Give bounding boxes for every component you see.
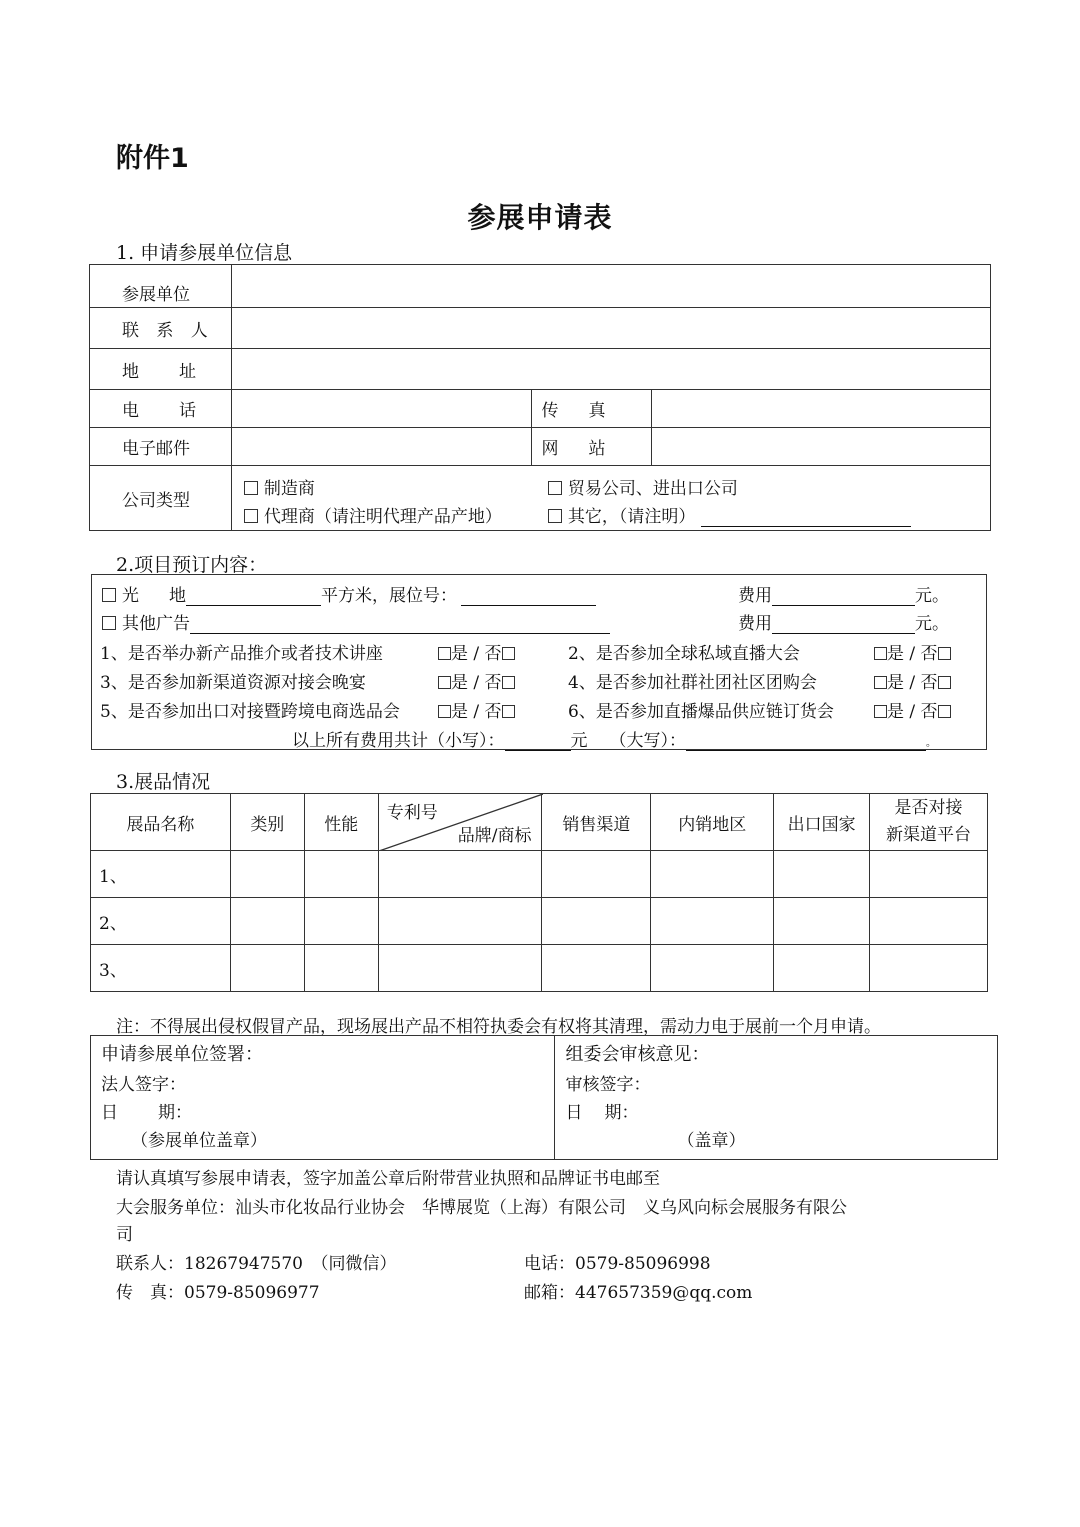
email-field[interactable] (231, 428, 531, 466)
label-email: 电子邮件 (90, 428, 232, 466)
cell[interactable] (378, 851, 542, 898)
checkbox-icon[interactable] (244, 509, 258, 523)
cell[interactable] (651, 898, 774, 945)
other-ad-field[interactable] (190, 616, 610, 634)
committee-seal-label: （盖章） (677, 1131, 746, 1151)
total-uppercase-field[interactable] (686, 733, 926, 751)
review-signature-label: 审核签字： (565, 1075, 651, 1095)
total-lowercase-field[interactable] (505, 733, 571, 751)
checkbox-icon[interactable] (244, 481, 258, 495)
cell[interactable] (870, 851, 988, 898)
attachment-label: 附件1 (116, 143, 189, 174)
committee-date-label: 日 期： (565, 1103, 639, 1123)
col-platform: 是否对接 新渠道平台 (870, 794, 988, 851)
question-3: 3、是否参加新渠道资源对接会晚宴 (100, 673, 366, 693)
other-specify-field[interactable] (701, 509, 911, 527)
table-row (91, 898, 988, 945)
exhibitor-info-table (89, 264, 991, 531)
cell[interactable] (542, 898, 651, 945)
cell[interactable] (774, 851, 870, 898)
cell[interactable] (870, 945, 988, 992)
col-channel: 销售渠道 (542, 794, 651, 851)
col-domestic: 内销地区 (651, 794, 774, 851)
applicant-sign-title: 申请参展单位签署： (101, 1044, 263, 1065)
organizers-line-2: 司 (116, 1225, 133, 1245)
option-trading[interactable]: 贸易公司、进出口公司 (548, 474, 738, 499)
cell[interactable] (304, 945, 378, 992)
col-category: 类别 (230, 794, 304, 851)
label-phone: 电 话 (90, 390, 232, 428)
cell[interactable] (230, 945, 304, 992)
booth-fee-field[interactable] (772, 588, 915, 606)
question-5: 5、是否参加出口对接暨跨境电商选品会 (100, 702, 400, 722)
section2-heading: 2.项目预订内容： (116, 554, 268, 576)
table-row (91, 945, 988, 992)
checkbox-icon[interactable] (874, 647, 887, 660)
cell[interactable] (651, 851, 774, 898)
organizers-line-1: 大会服务单位：汕头市化妆品行业协会 华博展览（上海）有限公司 义乌风向标会展服务有限公 (116, 1198, 847, 1218)
booking-box (91, 574, 987, 750)
checkbox-icon[interactable] (502, 705, 515, 718)
other-ad-row: 其他广告 (102, 609, 610, 634)
col-patent-brand (378, 794, 542, 851)
question-1: 1、是否举办新产品推介或者技术讲座 (100, 644, 383, 664)
row-index[interactable]: 1、 (91, 851, 231, 898)
section1-heading: 1. 申请参展单位信息 (116, 242, 293, 264)
booth-number-field[interactable] (461, 588, 596, 606)
yes-no-4[interactable]: 是 / 否 (874, 668, 951, 693)
committee-review-cell[interactable] (555, 1036, 998, 1160)
checkbox-icon[interactable] (548, 481, 562, 495)
checkbox-icon[interactable] (938, 647, 951, 660)
label-address: 地 址 (90, 349, 232, 390)
yes-no-3[interactable]: 是 / 否 (438, 668, 515, 693)
booth-space-row: 光 地 平方米，展位号： (102, 581, 596, 606)
signature-table (90, 1035, 998, 1160)
exhibits-table (90, 793, 988, 992)
cell[interactable] (870, 898, 988, 945)
checkbox-icon[interactable] (548, 509, 562, 523)
applicant-seal-label: （参展单位盖章） (131, 1131, 267, 1151)
section3-heading: 3.展品情况 (116, 771, 211, 793)
submission-instruction: 请认真填写参展申请表，签字加盖公章后附带营业执照和品牌证书电邮至 (116, 1169, 660, 1189)
patent-label: 专利号 (386, 803, 438, 823)
checkbox-icon[interactable] (438, 705, 451, 718)
cell[interactable] (378, 945, 542, 992)
contact-phone: 电话：0579-85096998 (524, 1254, 711, 1274)
brand-label: 品牌/商标 (457, 826, 532, 846)
checkbox-icon[interactable] (102, 616, 116, 630)
checkbox-icon[interactable] (874, 676, 887, 689)
booth-fee: 费用 元。 (738, 586, 949, 606)
fax-field[interactable] (652, 390, 991, 428)
option-manufacturer[interactable]: 制造商 (244, 474, 315, 499)
phone-field[interactable] (231, 390, 531, 428)
contact-email[interactable]: 邮箱：447657359@qq.com (524, 1283, 753, 1303)
checkbox-icon[interactable] (938, 676, 951, 689)
note-text: 注：不得展出侵权假冒产品，现场展出产品不相符执委会有权将其清理，需动力电于展前一个月申请。 (116, 1017, 881, 1037)
row-index[interactable]: 3、 (91, 945, 231, 992)
exhibitor-field[interactable] (231, 265, 990, 308)
contact-fax: 传 真：0579-85096977 (116, 1283, 320, 1303)
contact-person: 联系人：18267947570 （同微信） (116, 1254, 397, 1274)
ad-fee-field[interactable] (772, 616, 915, 634)
label-website: 网 站 (531, 428, 652, 466)
checkbox-icon[interactable] (102, 588, 116, 602)
cell[interactable] (304, 851, 378, 898)
website-field[interactable] (652, 428, 991, 466)
area-field[interactable] (186, 588, 321, 606)
committee-review-title: 组委会审核意见： (565, 1044, 710, 1065)
ad-fee: 费用 元。 (738, 614, 949, 634)
label-exhibitor: 参展单位 (90, 265, 232, 308)
cell[interactable] (774, 898, 870, 945)
cell[interactable] (542, 945, 651, 992)
option-agent[interactable]: 代理商（请注明代理产品产地） (244, 502, 502, 527)
cell[interactable] (651, 945, 774, 992)
form-title: 参展申请表 (467, 201, 613, 234)
cell[interactable] (230, 851, 304, 898)
col-export: 出口国家 (774, 794, 870, 851)
option-other[interactable]: 其它，（请注明） (548, 502, 912, 527)
company-type-options (231, 466, 990, 531)
question-6: 6、是否参加直播爆品供应链订货会 (568, 702, 834, 722)
applicant-signature-cell[interactable] (91, 1036, 555, 1160)
yes-no-6[interactable]: 是 / 否 (874, 697, 951, 722)
label-contact: 联 系 人 (90, 308, 232, 349)
cell[interactable] (378, 898, 542, 945)
label-company-type: 公司类型 (90, 466, 232, 531)
yes-no-5[interactable]: 是 / 否 (438, 697, 515, 722)
col-performance: 性能 (304, 794, 378, 851)
contact-field[interactable] (231, 308, 990, 349)
yes-no-2[interactable]: 是 / 否 (874, 639, 951, 664)
cell[interactable] (304, 898, 378, 945)
yes-no-1[interactable]: 是 / 否 (438, 639, 515, 664)
applicant-date-label: 日 期： (101, 1103, 192, 1123)
question-4: 4、是否参加社群社团社区团购会 (568, 673, 817, 693)
cell[interactable] (774, 945, 870, 992)
checkbox-icon[interactable] (502, 647, 515, 660)
address-field[interactable] (231, 349, 990, 390)
cell[interactable] (542, 851, 651, 898)
row-index[interactable]: 2、 (91, 898, 231, 945)
checkbox-icon[interactable] (874, 705, 887, 718)
col-name: 展品名称 (91, 794, 231, 851)
checkbox-icon[interactable] (938, 705, 951, 718)
table-row (91, 851, 988, 898)
label-fax: 传 真 (531, 390, 652, 428)
legal-signature-label: 法人签字： (101, 1075, 186, 1095)
checkbox-icon[interactable] (438, 647, 451, 660)
checkbox-icon[interactable] (438, 676, 451, 689)
total-row: 以上所有费用共计（小写）： 元 （大写）： 。 (292, 731, 936, 751)
cell[interactable] (230, 898, 304, 945)
question-2: 2、是否参加全球私域直播大会 (568, 644, 800, 664)
checkbox-icon[interactable] (502, 676, 515, 689)
